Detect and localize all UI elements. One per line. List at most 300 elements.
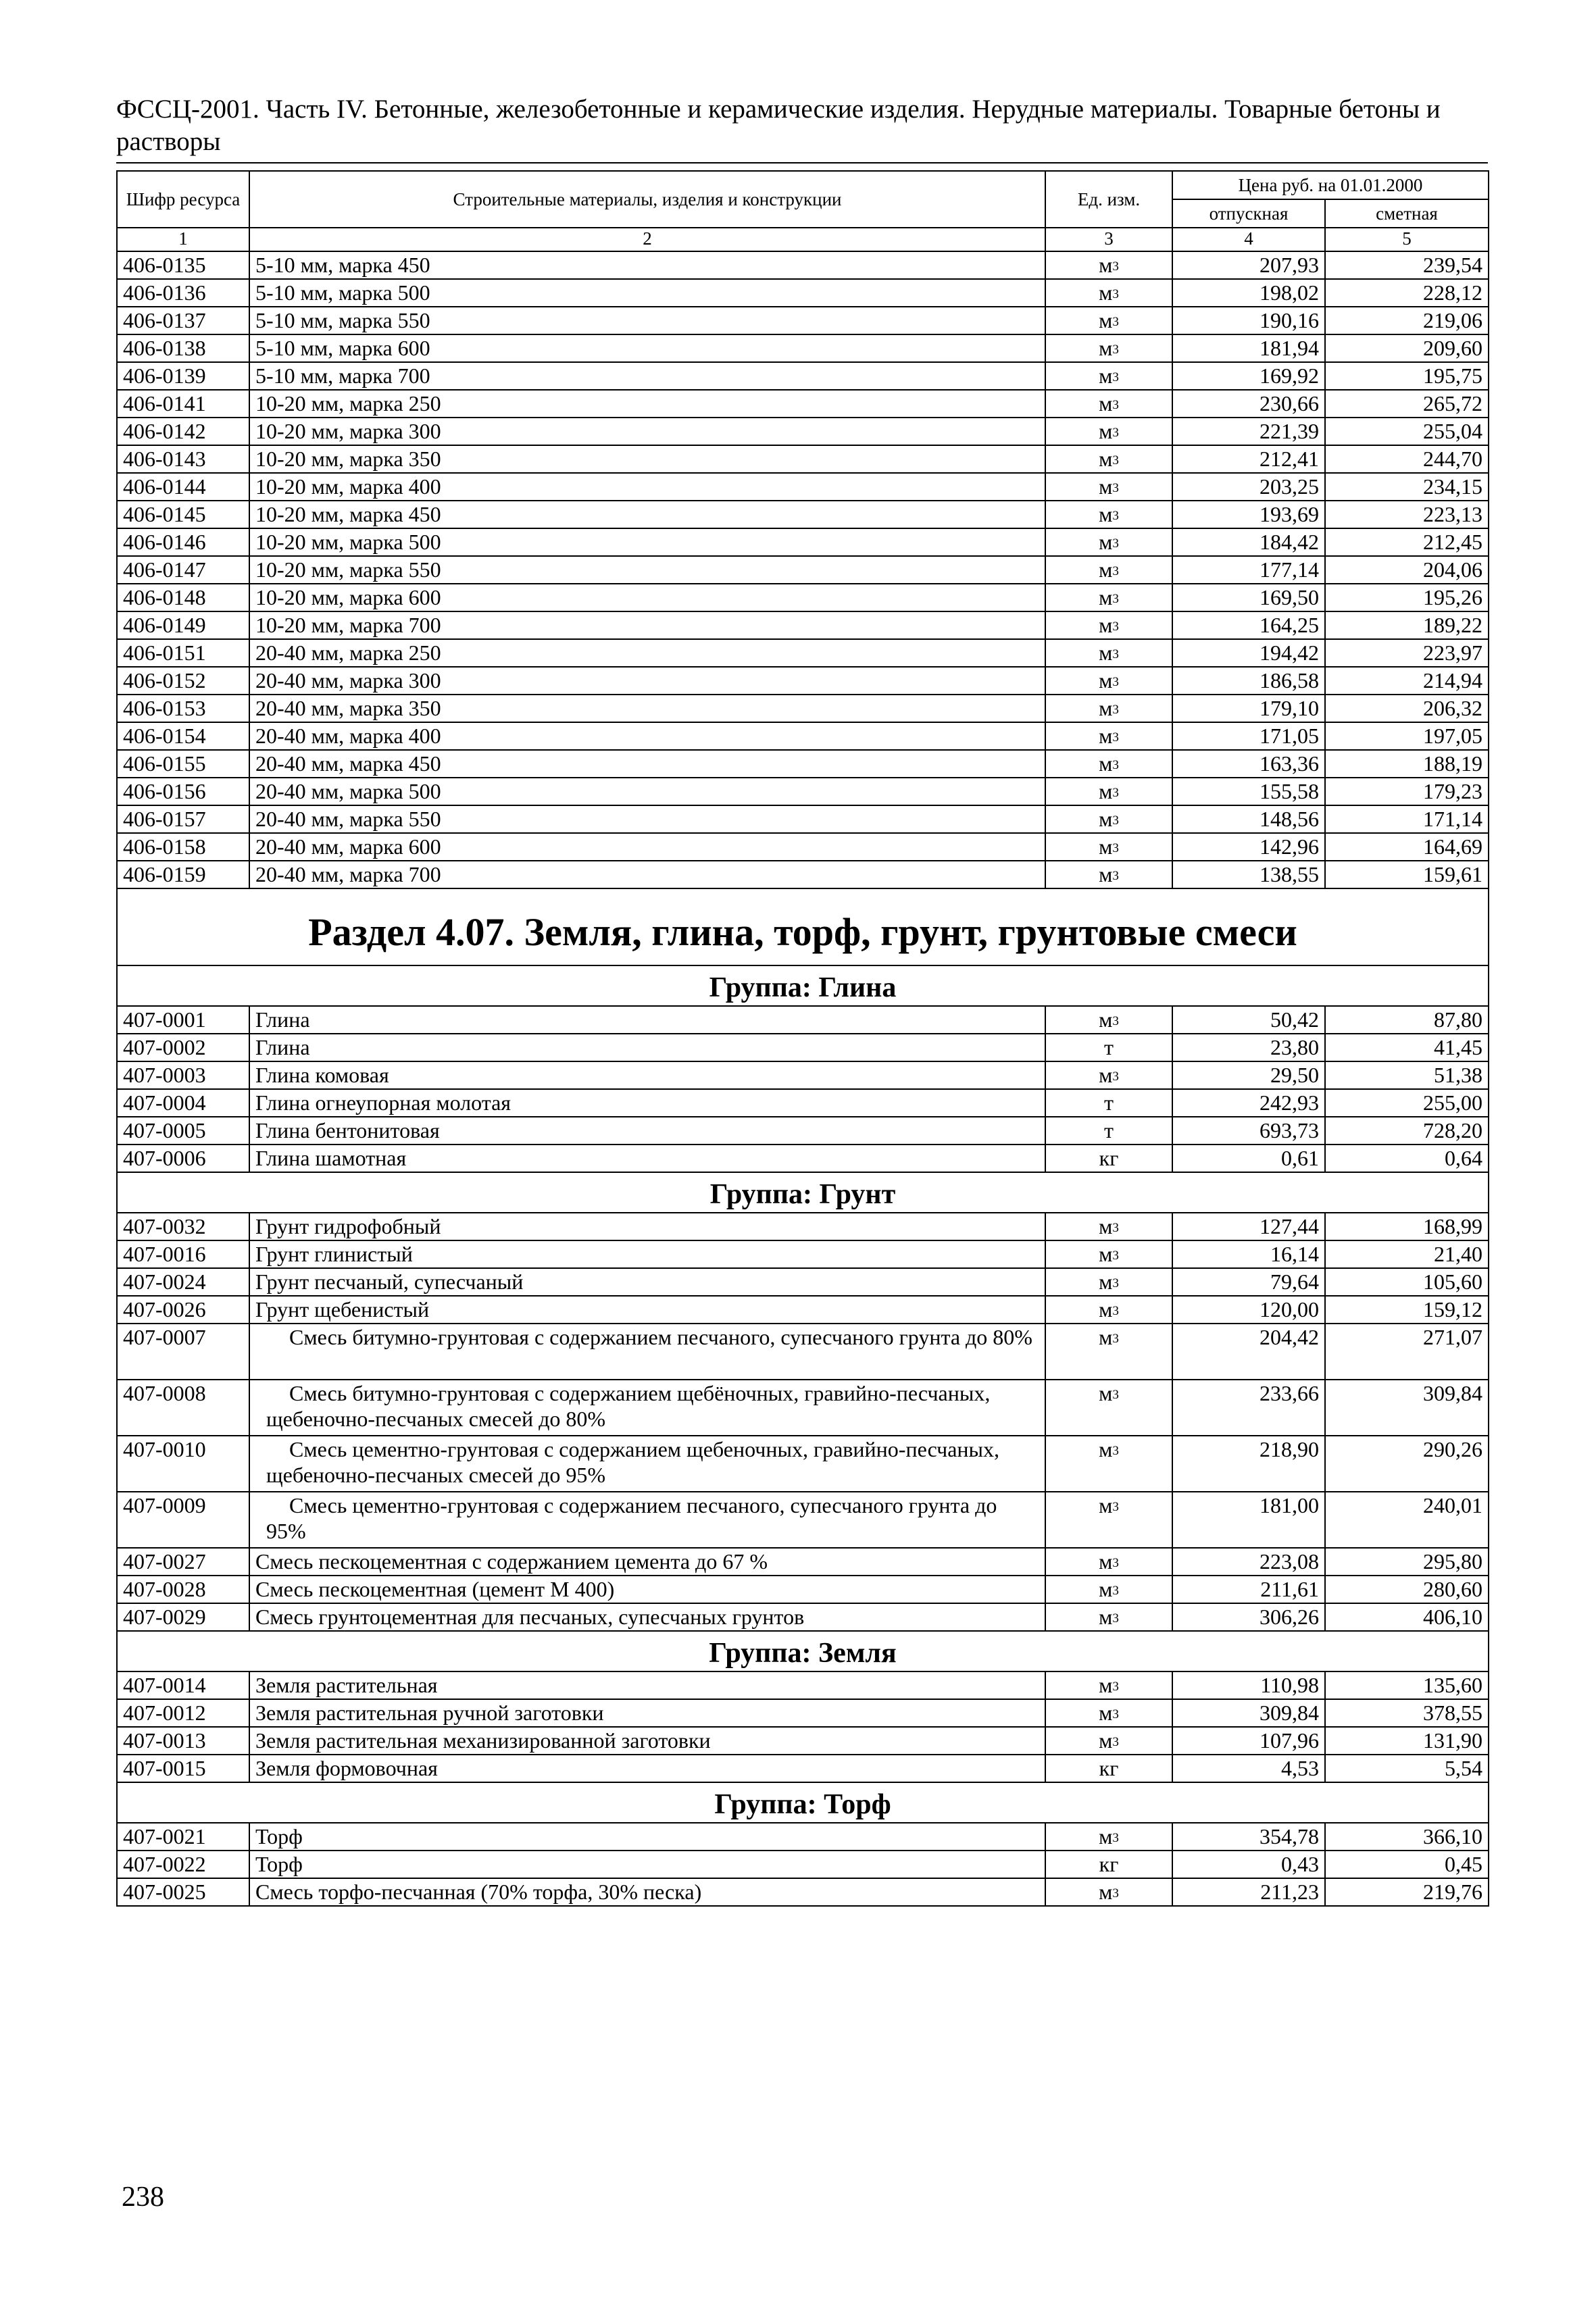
material-name-cell: 20-40 мм, марка 400: [249, 722, 1045, 750]
unit-cell: т: [1045, 1117, 1172, 1145]
unit-cell: $м^3$: [1045, 1380, 1172, 1436]
unit-cell: $м^3$: [1045, 279, 1172, 307]
unit-cell: $м^3$: [1045, 667, 1172, 695]
unit-cell: $м^3$: [1045, 639, 1172, 667]
column-header-code: Шифр ресурса: [117, 171, 249, 228]
unit-cell: кг: [1045, 1145, 1172, 1172]
table-row: [117, 1548, 1489, 1576]
page-number: 238: [122, 2182, 164, 2213]
unit-cell: $м^3$: [1045, 778, 1172, 805]
material-name-cell: Глина: [249, 1034, 1045, 1061]
unit-cell: $м^3$: [1045, 307, 1172, 334]
estimate-price-cell: 159,61: [1325, 861, 1489, 888]
estimate-price-cell: 228,12: [1325, 279, 1489, 307]
table-row: [117, 778, 1489, 805]
table-row: [117, 805, 1489, 833]
resource-code-cell: 407-0001: [117, 1006, 249, 1034]
unit-cell: $м^3$: [1045, 390, 1172, 418]
table-row: [117, 1268, 1489, 1296]
material-name-cell: Торф: [249, 1851, 1045, 1878]
unit-cell: $м^3$: [1045, 1878, 1172, 1906]
table-row: [117, 390, 1489, 418]
estimate-price-cell: 223,13: [1325, 501, 1489, 528]
unit-cell: $м^3$: [1045, 1576, 1172, 1603]
material-name-cell: 20-40 мм, марка 700: [249, 861, 1045, 888]
resource-code-cell: 407-0021: [117, 1823, 249, 1851]
resource-code-cell: 406-0148: [117, 584, 249, 611]
material-name-cell: 10-20 мм, марка 700: [249, 611, 1045, 639]
unit-cell: $м^3$: [1045, 584, 1172, 611]
resource-code-cell: 406-0137: [117, 307, 249, 334]
material-name-cell: Глина комовая: [249, 1061, 1045, 1089]
release-price-cell: 198,02: [1172, 279, 1325, 307]
table-row: [117, 362, 1489, 390]
release-price-cell: 203,25: [1172, 473, 1325, 501]
unit-cell: $м^3$: [1045, 611, 1172, 639]
resource-code-cell: 407-0004: [117, 1089, 249, 1117]
estimate-price-cell: 87,80: [1325, 1006, 1489, 1034]
estimate-price-cell: 271,07: [1325, 1324, 1489, 1380]
rows-peat: [117, 1823, 1489, 1906]
unit-cell: $м^3$: [1045, 1671, 1172, 1699]
material-name-cell: Земля формовочная: [249, 1755, 1045, 1782]
column-number: 2: [249, 228, 1045, 251]
unit-cell: $м^3$: [1045, 805, 1172, 833]
material-name-cell: Грунт щебенистый: [249, 1296, 1045, 1324]
group-title-earth: Группа: Земля: [117, 1631, 1489, 1671]
unit-cell: $м^3$: [1045, 1324, 1172, 1380]
resource-code-cell: 406-0145: [117, 501, 249, 528]
release-price-cell: 186,58: [1172, 667, 1325, 695]
material-name-cell: 20-40 мм, марка 300: [249, 667, 1045, 695]
resource-code-cell: 406-0143: [117, 445, 249, 473]
resource-code-cell: 407-0025: [117, 1878, 249, 1906]
release-price-cell: 110,98: [1172, 1671, 1325, 1699]
material-name-cell: Грунт гидрофобный: [249, 1213, 1045, 1240]
table-row: [117, 861, 1489, 888]
release-price-cell: 16,14: [1172, 1240, 1325, 1268]
estimate-price-cell: 41,45: [1325, 1034, 1489, 1061]
unit-cell: $м^3$: [1045, 1548, 1172, 1576]
resource-code-cell: 407-0014: [117, 1671, 249, 1699]
group-title-peat: Группа: Торф: [117, 1782, 1489, 1823]
unit-cell: кг: [1045, 1851, 1172, 1878]
group-title-soil: Группа: Грунт: [117, 1172, 1489, 1213]
unit-cell: $м^3$: [1045, 1699, 1172, 1727]
table-row: [117, 667, 1489, 695]
price-table: [116, 170, 1489, 1907]
material-name-cell: 20-40 мм, марка 500: [249, 778, 1045, 805]
release-price-cell: 354,78: [1172, 1823, 1325, 1851]
material-name-cell: Смесь торфо-песчанная (70% торфа, 30% песка): [249, 1878, 1045, 1906]
estimate-price-cell: 188,19: [1325, 750, 1489, 778]
table-row: [117, 1603, 1489, 1631]
resource-code-cell: 406-0152: [117, 667, 249, 695]
estimate-price-cell: 223,97: [1325, 639, 1489, 667]
estimate-price-cell: 195,26: [1325, 584, 1489, 611]
unit-cell: $м^3$: [1045, 861, 1172, 888]
estimate-price-cell: 212,45: [1325, 528, 1489, 556]
table-row: [117, 1492, 1489, 1548]
table-row: [117, 833, 1489, 861]
column-number: 1: [117, 228, 249, 251]
release-price-cell: 148,56: [1172, 805, 1325, 833]
table-row: [117, 1034, 1489, 1061]
estimate-price-cell: 197,05: [1325, 722, 1489, 750]
material-name-cell: 20-40 мм, марка 350: [249, 695, 1045, 722]
resource-code-cell: 407-0029: [117, 1603, 249, 1631]
table-row: [117, 639, 1489, 667]
unit-cell: $м^3$: [1045, 334, 1172, 362]
estimate-price-cell: 209,60: [1325, 334, 1489, 362]
resource-code-cell: 407-0028: [117, 1576, 249, 1603]
column-number: 5: [1325, 228, 1489, 251]
release-price-cell: 221,39: [1172, 418, 1325, 445]
estimate-price-cell: 164,69: [1325, 833, 1489, 861]
resource-code-cell: 407-0013: [117, 1727, 249, 1755]
estimate-price-cell: 0,64: [1325, 1145, 1489, 1172]
material-name-cell: Глина бентонитовая: [249, 1117, 1045, 1145]
table-row: [117, 1324, 1489, 1380]
estimate-price-cell: 378,55: [1325, 1699, 1489, 1727]
release-price-cell: 190,16: [1172, 307, 1325, 334]
table-row: [117, 1006, 1489, 1034]
release-price-cell: 218,90: [1172, 1436, 1325, 1492]
resource-code-cell: 406-0151: [117, 639, 249, 667]
unit-cell: $м^3$: [1045, 833, 1172, 861]
material-name-cell: Торф: [249, 1823, 1045, 1851]
resource-code-cell: 407-0008: [117, 1380, 249, 1436]
table-row: [117, 1145, 1489, 1172]
material-name-cell: Смесь битумно-грунтовая с содержанием песчаного, супесчаного грунта до 80%: [249, 1324, 1045, 1380]
estimate-price-cell: 255,00: [1325, 1089, 1489, 1117]
resource-code-cell: 407-0003: [117, 1061, 249, 1089]
resource-code-cell: 406-0154: [117, 722, 249, 750]
column-header-name: Строительные материалы, изделия и конструкции: [249, 171, 1045, 228]
estimate-price-cell: 265,72: [1325, 390, 1489, 418]
material-name-cell: 10-20 мм, марка 550: [249, 556, 1045, 584]
table-row: [117, 1061, 1489, 1089]
release-price-cell: 0,43: [1172, 1851, 1325, 1878]
unit-cell: $м^3$: [1045, 1823, 1172, 1851]
material-name-cell: Глина: [249, 1006, 1045, 1034]
release-price-cell: 211,61: [1172, 1576, 1325, 1603]
resource-code-cell: 407-0015: [117, 1755, 249, 1782]
estimate-price-cell: 219,76: [1325, 1878, 1489, 1906]
unit-cell: $м^3$: [1045, 556, 1172, 584]
resource-code-cell: 407-0007: [117, 1324, 249, 1380]
resource-code-cell: 407-0027: [117, 1548, 249, 1576]
material-name-cell: 10-20 мм, марка 600: [249, 584, 1045, 611]
estimate-price-cell: 195,75: [1325, 362, 1489, 390]
resource-code-cell: 407-0026: [117, 1296, 249, 1324]
rows-soil: [117, 1213, 1489, 1631]
table-row: [117, 1089, 1489, 1117]
rows-clay: [117, 1006, 1489, 1172]
estimate-price-cell: 234,15: [1325, 473, 1489, 501]
unit-cell: $м^3$: [1045, 362, 1172, 390]
table-row: [117, 1576, 1489, 1603]
material-name-cell: Смесь грунтоцементная для песчаных, супесчаных грунтов: [249, 1603, 1045, 1631]
release-price-cell: 309,84: [1172, 1699, 1325, 1727]
resource-code-cell: 407-0009: [117, 1492, 249, 1548]
material-name-cell: 5-10 мм, марка 600: [249, 334, 1045, 362]
resource-code-cell: 406-0149: [117, 611, 249, 639]
material-name-cell: 5-10 мм, марка 500: [249, 279, 1045, 307]
release-price-cell: 164,25: [1172, 611, 1325, 639]
release-price-cell: 163,36: [1172, 750, 1325, 778]
table-row: [117, 1823, 1489, 1851]
estimate-price-cell: 171,14: [1325, 805, 1489, 833]
table-row: [117, 1727, 1489, 1755]
material-name-cell: Смесь цементно-грунтовая с содержанием щебеночных, гравийно-песчаных, щебеночно-песчаных смесей до 95%: [249, 1436, 1045, 1492]
unit-cell: $м^3$: [1045, 1603, 1172, 1631]
unit-cell: кг: [1045, 1755, 1172, 1782]
column-number-row: [117, 228, 1489, 251]
unit-cell: $м^3$: [1045, 1006, 1172, 1034]
release-price-cell: 194,42: [1172, 639, 1325, 667]
table-row: [117, 1213, 1489, 1240]
column-header-price-release: отпускная: [1172, 199, 1325, 228]
material-name-cell: 20-40 мм, марка 450: [249, 750, 1045, 778]
table-row: [117, 1436, 1489, 1492]
unit-cell: $м^3$: [1045, 445, 1172, 473]
release-price-cell: 29,50: [1172, 1061, 1325, 1089]
estimate-price-cell: 290,26: [1325, 1436, 1489, 1492]
resource-code-cell: 406-0141: [117, 390, 249, 418]
release-price-cell: 155,58: [1172, 778, 1325, 805]
table-row: [117, 750, 1489, 778]
release-price-cell: 207,93: [1172, 251, 1325, 279]
resource-code-cell: 407-0002: [117, 1034, 249, 1061]
resource-code-cell: 407-0022: [117, 1851, 249, 1878]
release-price-cell: 179,10: [1172, 695, 1325, 722]
release-price-cell: 230,66: [1172, 390, 1325, 418]
material-name-cell: 10-20 мм, марка 400: [249, 473, 1045, 501]
release-price-cell: 169,50: [1172, 584, 1325, 611]
release-price-cell: 23,80: [1172, 1034, 1325, 1061]
unit-cell: $м^3$: [1045, 750, 1172, 778]
table-row: [117, 279, 1489, 307]
resource-code-cell: 407-0010: [117, 1436, 249, 1492]
unit-cell: $м^3$: [1045, 1436, 1172, 1492]
unit-cell: $м^3$: [1045, 1727, 1172, 1755]
estimate-price-cell: 5,54: [1325, 1755, 1489, 1782]
release-price-cell: 127,44: [1172, 1213, 1325, 1240]
unit-cell: $м^3$: [1045, 1268, 1172, 1296]
resource-code-cell: 406-0136: [117, 279, 249, 307]
column-header-price-group: Цена руб. на 01.01.2000: [1172, 171, 1489, 199]
resource-code-cell: 406-0159: [117, 861, 249, 888]
estimate-price-cell: 51,38: [1325, 1061, 1489, 1089]
resource-code-cell: 406-0147: [117, 556, 249, 584]
table-row: [117, 445, 1489, 473]
release-price-cell: 211,23: [1172, 1878, 1325, 1906]
unit-cell: $м^3$: [1045, 418, 1172, 445]
table-row: [117, 528, 1489, 556]
estimate-price-cell: 214,94: [1325, 667, 1489, 695]
group-title-clay: Группа: Глина: [117, 965, 1489, 1006]
table-row: [117, 1380, 1489, 1436]
release-price-cell: 306,26: [1172, 1603, 1325, 1631]
material-name-cell: 5-10 мм, марка 700: [249, 362, 1045, 390]
resource-code-cell: 406-0139: [117, 362, 249, 390]
column-number: 3: [1045, 228, 1172, 251]
release-price-cell: 0,61: [1172, 1145, 1325, 1172]
rows-earth: [117, 1671, 1489, 1782]
unit-cell: $м^3$: [1045, 1296, 1172, 1324]
rows-406: [117, 251, 1489, 888]
material-name-cell: Смесь битумно-грунтовая с содержанием щебёночных, гравийно-песчаных, щебеночно-песчаных смесей до 80%: [249, 1380, 1045, 1436]
resource-code-cell: 407-0024: [117, 1268, 249, 1296]
estimate-price-cell: 239,54: [1325, 251, 1489, 279]
material-name-cell: 20-40 мм, марка 600: [249, 833, 1045, 861]
release-price-cell: 138,55: [1172, 861, 1325, 888]
estimate-price-cell: 0,45: [1325, 1851, 1489, 1878]
release-price-cell: 233,66: [1172, 1380, 1325, 1436]
unit-cell: $м^3$: [1045, 1061, 1172, 1089]
estimate-price-cell: 105,60: [1325, 1268, 1489, 1296]
estimate-price-cell: 135,60: [1325, 1671, 1489, 1699]
estimate-price-cell: 255,04: [1325, 418, 1489, 445]
estimate-price-cell: 219,06: [1325, 307, 1489, 334]
table-row: [117, 251, 1489, 279]
estimate-price-cell: 21,40: [1325, 1240, 1489, 1268]
estimate-price-cell: 295,80: [1325, 1548, 1489, 1576]
resource-code-cell: 407-0006: [117, 1145, 249, 1172]
unit-cell: т: [1045, 1034, 1172, 1061]
resource-code-cell: 407-0005: [117, 1117, 249, 1145]
material-name-cell: Смесь цементно-грунтовая с содержанием песчаного, супесчаного грунта до 95%: [249, 1492, 1045, 1548]
resource-code-cell: 406-0146: [117, 528, 249, 556]
release-price-cell: 693,73: [1172, 1117, 1325, 1145]
header-rule: [116, 162, 1488, 164]
table-row: [117, 556, 1489, 584]
estimate-price-cell: 309,84: [1325, 1380, 1489, 1436]
table-row: [117, 584, 1489, 611]
material-name-cell: 20-40 мм, марка 550: [249, 805, 1045, 833]
column-header-price-estimate: сметная: [1325, 199, 1489, 228]
table-row: [117, 611, 1489, 639]
resource-code-cell: 407-0032: [117, 1213, 249, 1240]
release-price-cell: 120,00: [1172, 1296, 1325, 1324]
estimate-price-cell: 204,06: [1325, 556, 1489, 584]
unit-cell: $м^3$: [1045, 251, 1172, 279]
unit-cell: $м^3$: [1045, 473, 1172, 501]
resource-code-cell: 406-0135: [117, 251, 249, 279]
material-name-cell: 10-20 мм, марка 500: [249, 528, 1045, 556]
column-header-unit: Ед. изм.: [1045, 171, 1172, 228]
material-name-cell: 20-40 мм, марка 250: [249, 639, 1045, 667]
resource-code-cell: 406-0158: [117, 833, 249, 861]
table-row: [117, 722, 1489, 750]
unit-cell: $м^3$: [1045, 695, 1172, 722]
release-price-cell: 107,96: [1172, 1727, 1325, 1755]
section-title: Раздел 4.07. Земля, глина, торф, грунт, грунтовые смеси: [117, 888, 1489, 965]
resource-code-cell: 407-0012: [117, 1699, 249, 1727]
material-name-cell: Грунт песчаный, супесчаный: [249, 1268, 1045, 1296]
unit-cell: т: [1045, 1089, 1172, 1117]
resource-code-cell: 406-0155: [117, 750, 249, 778]
estimate-price-cell: 280,60: [1325, 1576, 1489, 1603]
estimate-price-cell: 406,10: [1325, 1603, 1489, 1631]
estimate-price-cell: 244,70: [1325, 445, 1489, 473]
release-price-cell: 169,92: [1172, 362, 1325, 390]
unit-cell: $м^3$: [1045, 722, 1172, 750]
release-price-cell: 223,08: [1172, 1548, 1325, 1576]
release-price-cell: 142,96: [1172, 833, 1325, 861]
release-price-cell: 4,53: [1172, 1755, 1325, 1782]
table-row: [117, 695, 1489, 722]
unit-cell: $м^3$: [1045, 1240, 1172, 1268]
table-row: [117, 1755, 1489, 1782]
table-row: [117, 1117, 1489, 1145]
resource-code-cell: 406-0138: [117, 334, 249, 362]
release-price-cell: 184,42: [1172, 528, 1325, 556]
release-price-cell: 181,94: [1172, 334, 1325, 362]
material-name-cell: Смесь пескоцементная с содержанием цемента до 67 %: [249, 1548, 1045, 1576]
material-name-cell: Смесь пескоцементная (цемент М 400): [249, 1576, 1045, 1603]
material-name-cell: Земля растительная: [249, 1671, 1045, 1699]
material-name-cell: 10-20 мм, марка 450: [249, 501, 1045, 528]
estimate-price-cell: 131,90: [1325, 1727, 1489, 1755]
resource-code-cell: 407-0016: [117, 1240, 249, 1268]
table-row: [117, 307, 1489, 334]
material-name-cell: 10-20 мм, марка 250: [249, 390, 1045, 418]
column-number: 4: [1172, 228, 1325, 251]
resource-code-cell: 406-0142: [117, 418, 249, 445]
table-row: [117, 1878, 1489, 1906]
material-name-cell: Грунт глинистый: [249, 1240, 1045, 1268]
page-header-title: ФССЦ-2001. Часть IV. Бетонные, железобетонные и керамические изделия. Нерудные материалы. Товарные бетоны и растворы: [116, 95, 1441, 156]
release-price-cell: 193,69: [1172, 501, 1325, 528]
material-name-cell: Земля растительная ручной заготовки: [249, 1699, 1045, 1727]
table-row: [117, 334, 1489, 362]
table-row: [117, 501, 1489, 528]
resource-code-cell: 406-0156: [117, 778, 249, 805]
table-row: [117, 1851, 1489, 1878]
estimate-price-cell: 240,01: [1325, 1492, 1489, 1548]
release-price-cell: 79,64: [1172, 1268, 1325, 1296]
resource-code-cell: 406-0157: [117, 805, 249, 833]
release-price-cell: 177,14: [1172, 556, 1325, 584]
estimate-price-cell: 728,20: [1325, 1117, 1489, 1145]
unit-cell: $м^3$: [1045, 528, 1172, 556]
table-row: [117, 418, 1489, 445]
unit-cell: $м^3$: [1045, 1213, 1172, 1240]
table-row: [117, 1699, 1489, 1727]
release-price-cell: 171,05: [1172, 722, 1325, 750]
estimate-price-cell: 206,32: [1325, 695, 1489, 722]
material-name-cell: Глина шамотная: [249, 1145, 1045, 1172]
release-price-cell: 204,42: [1172, 1324, 1325, 1380]
unit-cell: $м^3$: [1045, 501, 1172, 528]
material-name-cell: Земля растительная механизированной заготовки: [249, 1727, 1045, 1755]
release-price-cell: 212,41: [1172, 445, 1325, 473]
material-name-cell: 5-10 мм, марка 550: [249, 307, 1045, 334]
estimate-price-cell: 168,99: [1325, 1213, 1489, 1240]
resource-code-cell: 406-0144: [117, 473, 249, 501]
table-row: [117, 1296, 1489, 1324]
estimate-price-cell: 366,10: [1325, 1823, 1489, 1851]
material-name-cell: 10-20 мм, марка 350: [249, 445, 1045, 473]
release-price-cell: 242,93: [1172, 1089, 1325, 1117]
table-row: [117, 1240, 1489, 1268]
material-name-cell: 10-20 мм, марка 300: [249, 418, 1045, 445]
table-row: [117, 1671, 1489, 1699]
material-name-cell: Глина огнеупорная молотая: [249, 1089, 1045, 1117]
release-price-cell: 181,00: [1172, 1492, 1325, 1548]
